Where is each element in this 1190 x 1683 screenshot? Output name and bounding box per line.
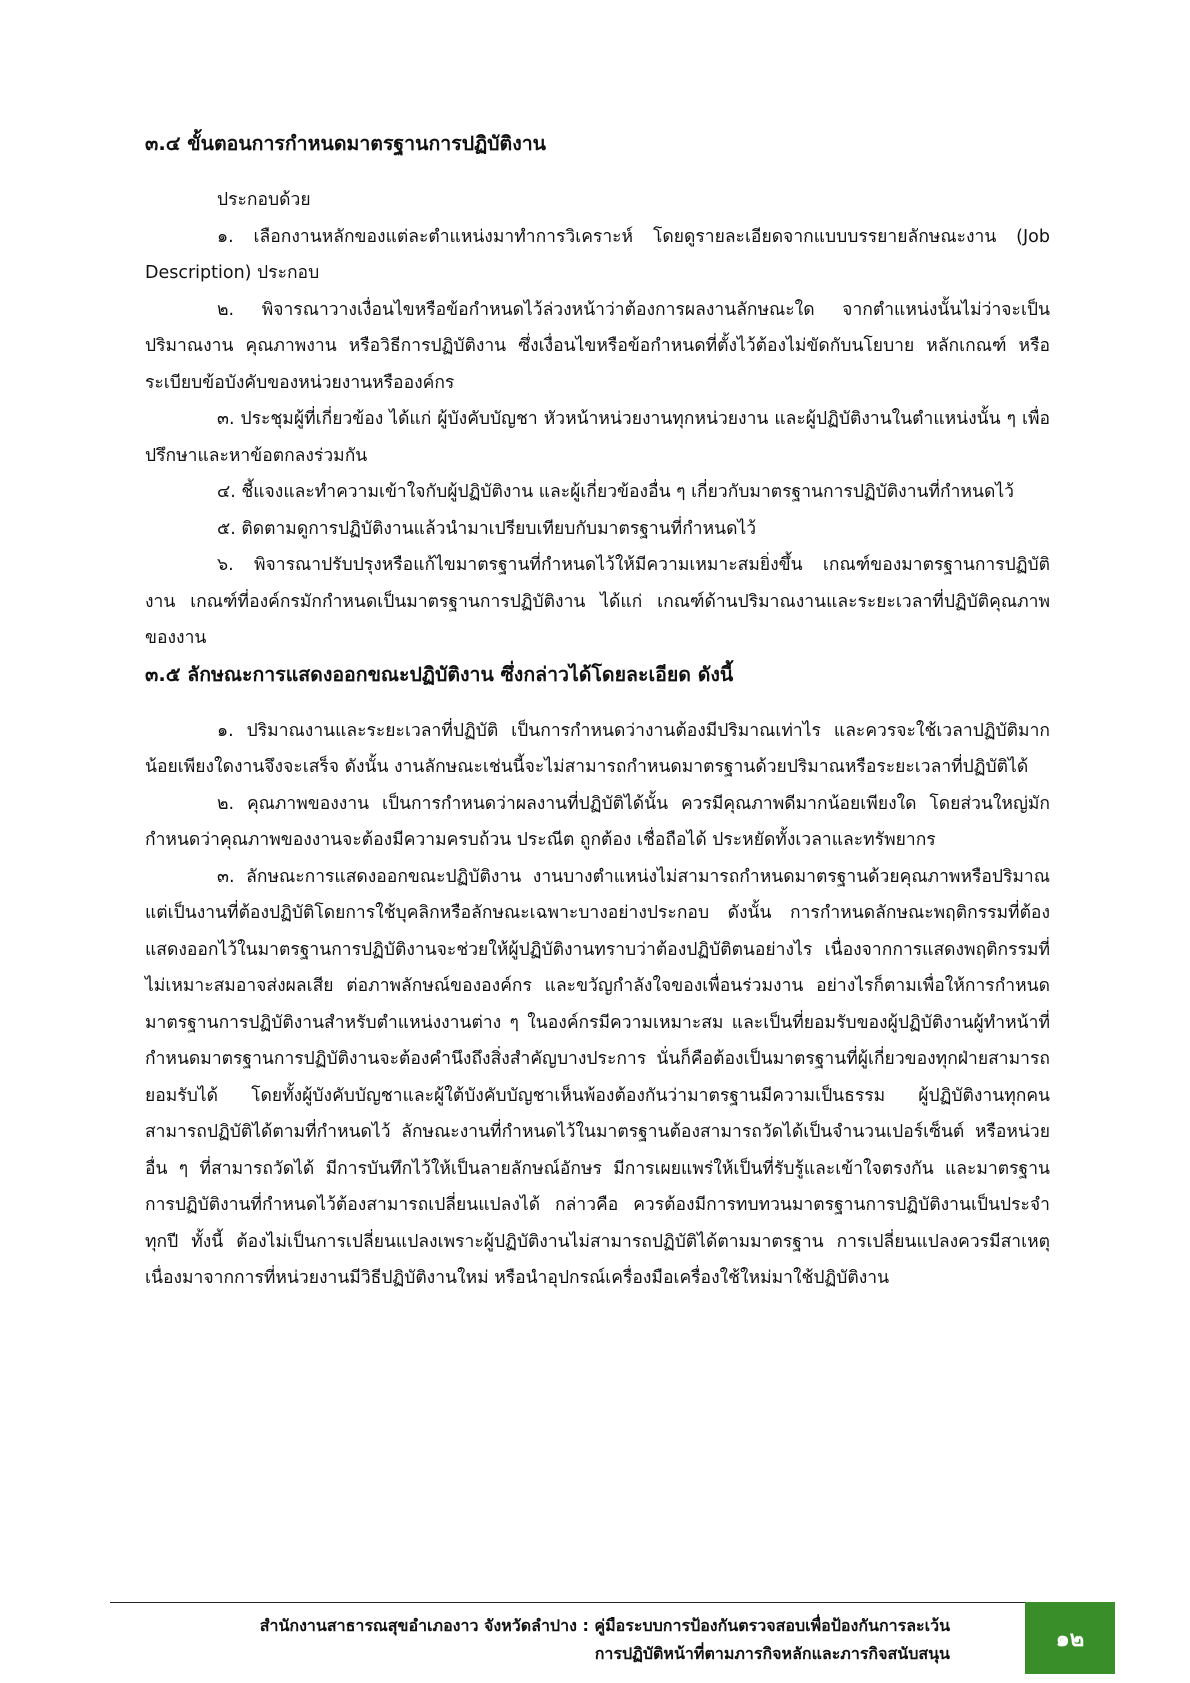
section-3-5-item-3: ๓. ลักษณะการแสดงออกขณะปฏิบัติงาน งานบางตำแหน่งไม่สามารถกำหนดมาตรฐานด้วยคุณภาพหรือปริมาณ แต่เป็นงานที่ต้องปฏิบัติโดยการใช้บุคลิกหรือลักษณะเฉพาะบางอย่างประกอบ ดังนั้น การกำหนดลักษณะพฤติกรรมที่ต้องแสดงออกไว้ในมาตรฐานการปฏิบัติงานจะช่วยให้ผู้ปฏิบัติงานทราบว่าต้องปฏิบัติตนอย่างไร เนื่องจากการแสดงพฤติกรรมที่ไม่เหมาะสมอาจส่งผลเสีย ต่อภาพลักษณ์ขององค์กร และขวัญกำลังใจของเพื่อนร่วมงาน อย่างไรก็ตามเพื่อให้การกำหนดมาตรฐานการปฏิบัติงานสำหรับตำแหน่งงานต่าง ๆ ในองค์กรมีความเหมาะสม และเป็นที่ยอมรับของผู้ปฏิบัติงานผู้ทำหน้าที่กำหนดมาตรฐานการปฏิบัติงานจะต้องคำนึงถึงสิ่งสำคัญบางประการ นั่นก็คือต้องเป็นมาตรฐานที่ผู้เกี่ยวของทุกฝ่ายสามารถยอมรับได้ โดยทั้งผู้บังคับบัญชาและผู้ใต้บังคับบัญชาเห็นพ้องต้องกันว่ามาตรฐานมีความเป็นธรรม ผู้ปฏิบัติงานทุกคนสามารถปฏิบัติได้ตามที่กำหนดไว้ ลักษณะงานที่กำหนดไว้ในมาตรฐานต้องสามารถวัดได้เป็นจำนวนเปอร์เซ็นต์ หรือหน่วยอื่น ๆ ที่สามารถวัดได้ มีการบันทึกไว้ให้เป็นลายลักษณ์อักษร มีการเผยแพร่ให้เป็นที่รับรู้และเข้าใจตรงกัน และมาตรฐานการปฏิบัติงานที่กำหนดไว้ต้องสามารถเปลี่ยนแปลงได้ กล่าวคือ ควรต้องมีการทบทวนมาตรฐานการปฏิบัติงานเป็นประจำทุกปี ทั้งนี้ ต้องไม่เป็นการเปลี่ยนแปลงเพราะผู้ปฏิบัติงานไม่สามารถปฏิบัติได้ตามมาตรฐาน การเปลี่ยนแปลงควรมีสาเหตุเนื่องมาจากการที่หน่วยงานมีวิธีปฏิบัติงานใหม่ หรือนำอุปกรณ์เครื่องมือเครื่องใช้ใหม่มาใช้ปฏิบัติงาน xyxy=(145,866,1050,1288)
page-number-badge xyxy=(1025,1602,1115,1674)
section-3-5-item-2: ๒. คุณภาพของงาน เป็นการกำหนดว่าผลงานที่ปฏิบัติได้นั้น ควรมีคุณภาพดีมากน้อยเพียงใด โดยส่วนใหญ่มักกำหนดว่าคุณภาพของงานจะต้องมีความครบถ้วน ประณีต ถูกต้อง เชื่อถือได้ ประหยัดทั้งเวลาและทรัพยากร xyxy=(145,793,1050,850)
section-3-4-item-2: ๒. พิจารณาวางเงื่อนไขหรือข้อกำหนดไว้ล่วงหน้าว่าต้องการผลงานลักษณะใด จากตำแหน่งนั้นไม่ว่าจะเป็นปริมาณงาน คุณภาพงาน หรือวิธีการปฏิบัติงาน ซึ่งเงื่อนไขหรือข้อกำหนดที่ตั้งไว้ต้องไม่ขัดกับนโยบาย หลักเกณฑ์ หรือระเบียบข้อบังคับของหน่วยงานหรือองค์กร xyxy=(145,299,1050,393)
page-number: ๑๒ xyxy=(1055,1626,1085,1652)
page-content xyxy=(145,126,1050,1297)
section-3-4-item-1: ๑. เลือกงานหลักของแต่ละตำแหน่งมาทำการวิเคราะห์ โดยดูรายละเอียดจากแบบบรรยายลักษณะงาน (Job Description) ประกอบ xyxy=(145,226,1050,283)
section-3-5-body xyxy=(145,713,1050,1297)
section-3-5-item-1: ๑. ปริมาณงานและระยะเวลาที่ปฏิบัติ เป็นการกำหนดว่างานต้องมีปริมาณเท่าไร และควรจะใช้เวลาปฏิบัติมากน้อยเพียงใดงานจึงจะเสร็จ ดังนั้น งานลักษณะเช่นนี้จะไม่สามารถกำหนดมาตรฐานด้วยปริมาณหรือระยะเวลาที่ปฏิบัติได้ xyxy=(145,720,1050,777)
footer-line-2: การปฏิบัติหน้าที่ตามภารกิจหลักและภารกิจสนับสนุน xyxy=(594,1644,950,1663)
section-3-4-item-6: ๖. พิจารณาปรับปรุงหรือแก้ไขมาตรฐานที่กำหนดไว้ให้มีความเหมาะสมยิ่งขึ้น เกณฑ์ของมาตรฐานการปฏิบัติงาน เกณฑ์ที่องค์กรมักกำหนดเป็นมาตรฐานการปฏิบัติงาน ได้แก่ เกณฑ์ด้านปริมาณงานและระยะเวลาที่ปฏิบัติคุณภาพของงาน xyxy=(145,555,1050,648)
footer-line-1: สำนักงานสาธารณสุขอำเภองาว จังหวัดลำปาง : คู่มือระบบการป้องกันตรวจสอบเพื่อป้องกันการละเว้น xyxy=(259,1616,950,1635)
section-3-4-body xyxy=(145,182,1050,657)
section-3-4-heading: ๓.๔ ขั้นตอนการกำหนดมาตรฐานการปฏิบัติงาน xyxy=(145,132,547,155)
section-3-4-item-4: ๔. ชี้แจงและทำความเข้าใจกับผู้ปฏิบัติงาน และผู้เกี่ยวข้องอื่น ๆ เกี่ยวกับมาตรฐานการปฏิบัติงานที่กำหนดไว้ xyxy=(217,482,1014,502)
section-3-4-item-5: ๕. ติดตามดูการปฏิบัติงานแล้วนำมาเปรียบเทียบกับมาตรฐานที่กำหนดไว้ xyxy=(217,518,757,539)
page-footer xyxy=(110,1602,1110,1674)
footer-caption xyxy=(110,1612,950,1668)
section-3-4-intro: ประกอบด้วย xyxy=(217,190,311,210)
footer-divider xyxy=(110,1602,1025,1603)
section-3-5-heading: ๓.๕ ลักษณะการแสดงออกขณะปฏิบัติงาน ซึ่งกล่าวได้โดยละเอียด ดังนี้ xyxy=(145,662,734,686)
section-3-4-item-3: ๓. ประชุมผู้ที่เกี่ยวข้อง ได้แก่ ผู้บังคับบัญชา หัวหน้าหน่วยงานทุกหน่วยงาน และผู้ปฏิบัติงานในตำแหน่งนั้น ๆ เพื่อปรึกษาและหาข้อตกลงร่วมกัน xyxy=(145,409,1050,466)
